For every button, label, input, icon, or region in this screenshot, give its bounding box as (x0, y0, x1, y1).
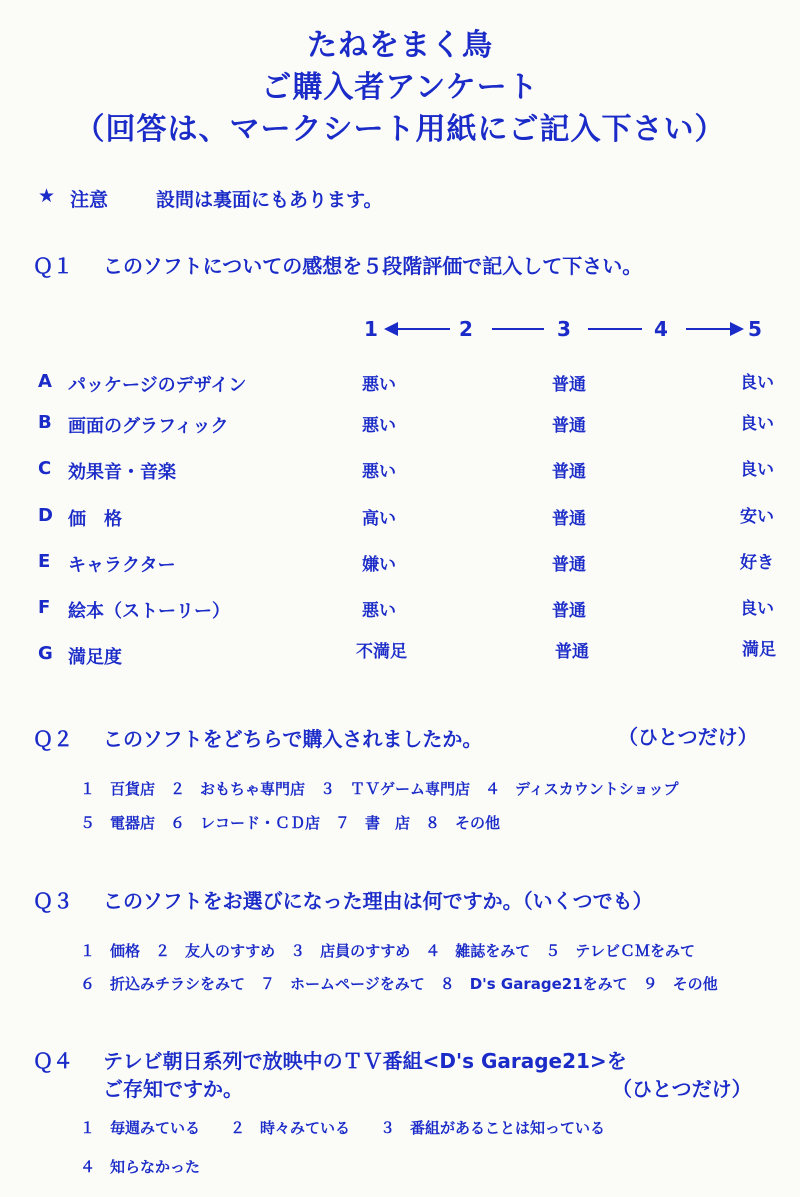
q2-note: （ひとつだけ） (618, 725, 758, 749)
scale-4: 4 (654, 317, 668, 341)
row-label: キャラクター (68, 555, 176, 576)
rating-high: 満足 (742, 640, 776, 660)
row-key: F (38, 597, 51, 618)
q1-question: このソフトについての感想を５段階評価で記入して下さい。 (103, 254, 643, 278)
scale-line-1-2 (396, 328, 450, 330)
rating-mid: 普通 (552, 375, 586, 395)
row-label: 満足度 (68, 647, 122, 668)
rating-mid: 普通 (552, 462, 586, 482)
scale-line-3-4 (588, 328, 642, 330)
note-star-icon: ★ (38, 185, 56, 207)
row-key: C (38, 458, 52, 479)
scale-line-2-3 (492, 328, 544, 330)
q3-options-line-1: １ 価格 ２ 友人のすすめ ３ 店員のすすめ ４ 雑誌をみて ５ テレビＣＭをみて (80, 942, 696, 960)
q3-options-line-2: ６ 折込みチラシをみて ７ ホームページをみて ８ D's Garage21をみて ９ その他 (80, 975, 718, 993)
row-key: B (38, 412, 52, 433)
rating-mid: 普通 (555, 642, 589, 662)
rating-high: 良い (740, 460, 774, 480)
row-label: 価 格 (68, 509, 122, 530)
rating-mid: 普通 (552, 601, 586, 621)
q2-options-line-1: １ 百貨店 ２ おもちゃ専門店 ３ ＴＶゲーム専門店 ４ ディスカウントショップ (80, 780, 679, 798)
scale-1: 1 (364, 317, 378, 341)
rating-low: 嫌い (362, 555, 396, 575)
row-key: G (38, 643, 53, 664)
scale-line-4-5 (686, 328, 730, 330)
rating-high: 良い (740, 599, 774, 619)
q3-question: このソフトをお選びになった理由は何ですか。（いくつでも） (103, 889, 653, 913)
q3-number: Ｑ３ (33, 889, 73, 913)
note-text: 設問は裏面にもあります。 (156, 189, 383, 211)
row-key: D (38, 505, 53, 526)
q2-options-line-2: ５ 電器店 ６ レコード・ＣＤ店 ７ 書 店 ８ その他 (80, 814, 501, 832)
rating-low: 悪い (362, 416, 396, 436)
q4-options-line-2: ４ 知らなかった (80, 1158, 201, 1176)
q4-number: Ｑ４ (33, 1049, 73, 1073)
rating-mid: 普通 (552, 509, 586, 529)
scale-5: 5 (748, 317, 762, 341)
rating-mid: 普通 (552, 555, 586, 575)
row-label: 画面のグラフィック (68, 416, 229, 437)
row-label: 効果音・音楽 (68, 462, 176, 483)
row-label: パッケージのデザイン (68, 375, 247, 396)
title-line-2: ご購入者アンケート (261, 70, 539, 105)
rating-high: 良い (740, 373, 774, 393)
q4-options-line-1: １ 毎週みている ２ 時々みている ３ 番組があることは知っている (80, 1119, 606, 1137)
q4-note: （ひとつだけ） (612, 1077, 752, 1101)
row-key: E (38, 551, 51, 572)
q1-number: Ｑ１ (33, 254, 73, 278)
rating-high: 安い (740, 507, 774, 527)
arrow-right-icon (730, 322, 744, 336)
q2-number: Ｑ２ (33, 727, 73, 751)
scale-3: 3 (557, 317, 571, 341)
rating-low: 高い (362, 509, 396, 529)
title-line-1: たねをまく鳥 (307, 28, 493, 63)
rating-low: 悪い (362, 375, 396, 395)
q4-question-line-2: ご存知ですか。 (103, 1077, 243, 1101)
rating-low: 悪い (362, 462, 396, 482)
rating-low: 悪い (362, 601, 396, 621)
rating-high: 良い (740, 414, 774, 434)
row-label: 絵本（ストーリー） (68, 601, 230, 622)
scale-2: 2 (459, 317, 473, 341)
q4-question: テレビ朝日系列で放映中のＴＶ番組<D's Garage21>を (103, 1049, 627, 1073)
rating-low: 不満足 (356, 642, 407, 662)
note-label: 注意 (70, 189, 109, 211)
rating-mid: 普通 (552, 416, 586, 436)
q2-question: このソフトをどちらで購入されましたか。 (103, 727, 483, 751)
rating-high: 好き (740, 553, 774, 573)
title-line-3: （回答は、マークシート用紙にご記入下さい） (74, 112, 726, 147)
row-key: A (38, 371, 52, 392)
